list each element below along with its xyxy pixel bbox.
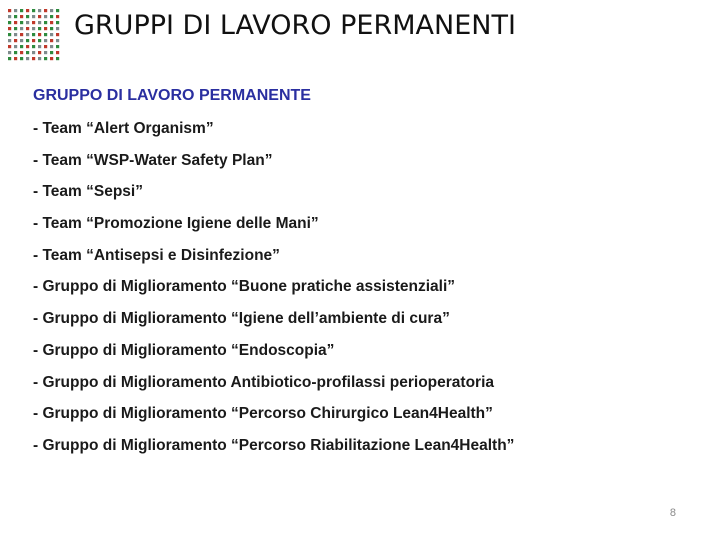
team-list: [33, 119, 514, 468]
logo-dot: [56, 21, 59, 24]
list-item: - Team “Sepsi”: [33, 183, 143, 201]
logo-dot: [32, 9, 35, 12]
logo-dot: [26, 33, 29, 36]
logo-dot: [50, 57, 53, 60]
logo-dot: [26, 51, 29, 54]
logo-dot: [56, 45, 59, 48]
logo-dot: [20, 45, 23, 48]
logo-dot: [32, 45, 35, 48]
logo-dot: [32, 39, 35, 42]
list-item: - Gruppo di Miglioramento “Buone pratiche assistenziali”: [33, 278, 455, 296]
logo-dot: [14, 15, 17, 18]
logo-dot: [38, 21, 41, 24]
logo-dot: [44, 27, 47, 30]
logo-dot: [50, 21, 53, 24]
logo-dot: [44, 33, 47, 36]
logo-dot: [44, 9, 47, 12]
logo-dot: [8, 57, 11, 60]
logo-dot: [20, 21, 23, 24]
logo-dot: [32, 27, 35, 30]
logo-dot: [56, 15, 59, 18]
logo-dot: [44, 45, 47, 48]
logo-dot: [50, 9, 53, 12]
logo-dot: [14, 45, 17, 48]
logo-dot: [20, 15, 23, 18]
logo-dot: [32, 33, 35, 36]
logo-dot: [14, 9, 17, 12]
logo-dot: [56, 51, 59, 54]
logo-dot: [14, 57, 17, 60]
slide-title: GRUPPI DI LAVORO PERMANENTI: [74, 10, 516, 41]
list-item: - Gruppo di Miglioramento “Igiene dell’ambiente di cura”: [33, 310, 450, 328]
logo-dot: [44, 39, 47, 42]
logo-dot: [56, 33, 59, 36]
logo-dot: [20, 51, 23, 54]
list-item: - Team “Promozione Igiene delle Mani”: [33, 215, 319, 233]
logo-dot: [26, 57, 29, 60]
list-item: - Team “WSP-Water Safety Plan”: [33, 151, 273, 169]
logo-dot: [26, 45, 29, 48]
logo-dot: [20, 27, 23, 30]
logo-dot: [38, 27, 41, 30]
logo-dot: [8, 9, 11, 12]
logo-dot: [20, 33, 23, 36]
logo-dot: [38, 39, 41, 42]
logo-dot: [32, 51, 35, 54]
logo-dot: [56, 39, 59, 42]
logo-dot: [50, 39, 53, 42]
logo-dot: [44, 57, 47, 60]
logo-dot: [14, 51, 17, 54]
section-heading: GRUPPO DI LAVORO PERMANENTE: [33, 87, 311, 104]
logo-dot: [50, 45, 53, 48]
list-item: - Team “Antisepsi e Disinfezione”: [33, 246, 280, 264]
logo-dot: [50, 51, 53, 54]
logo-dot: [32, 57, 35, 60]
logo-dot: [20, 9, 23, 12]
logo-dot: [44, 21, 47, 24]
logo-dot: [20, 39, 23, 42]
logo-dot: [14, 33, 17, 36]
logo-dot: [44, 51, 47, 54]
logo-dot: [38, 33, 41, 36]
logo-dot: [26, 15, 29, 18]
logo-dot: [14, 39, 17, 42]
logo-dot: [8, 27, 11, 30]
list-item: - Gruppo di Miglioramento Antibiotico-profilassi perioperatoria: [33, 373, 494, 391]
logo-dot: [14, 27, 17, 30]
logo-dot: [38, 45, 41, 48]
logo-dot: [26, 27, 29, 30]
logo-dot: [14, 21, 17, 24]
logo-dot: [32, 21, 35, 24]
logo-dot: [8, 21, 11, 24]
logo-dot: [50, 15, 53, 18]
logo-dot: [26, 9, 29, 12]
logo-dot: [20, 57, 23, 60]
logo-dot: [26, 39, 29, 42]
list-item: - Gruppo di Miglioramento “Percorso Riabilitazione Lean4Health”: [33, 436, 515, 454]
logo-dot: [38, 51, 41, 54]
logo-dot: [8, 15, 11, 18]
list-item: - Gruppo di Miglioramento “Endoscopia”: [33, 341, 335, 359]
logo-dot: [38, 9, 41, 12]
logo-dot: [8, 51, 11, 54]
logo-dot: [26, 21, 29, 24]
logo-dot: [38, 57, 41, 60]
logo-dot: [32, 15, 35, 18]
logo-dot: [50, 33, 53, 36]
logo-dot: [56, 9, 59, 12]
list-item: - Gruppo di Miglioramento “Percorso Chirurgico Lean4Health”: [33, 405, 493, 423]
logo-dot: [44, 15, 47, 18]
logo-dot: [8, 39, 11, 42]
logo-dot: [56, 27, 59, 30]
logo-dot: [50, 27, 53, 30]
logo-dot: [38, 15, 41, 18]
page-number: 8: [669, 507, 676, 519]
list-item: - Team “Alert Organism”: [33, 120, 214, 137]
logo-dot: [56, 57, 59, 60]
dot-grid-logo-icon: [6, 6, 60, 64]
logo-dot: [8, 45, 11, 48]
logo-dot: [8, 33, 11, 36]
